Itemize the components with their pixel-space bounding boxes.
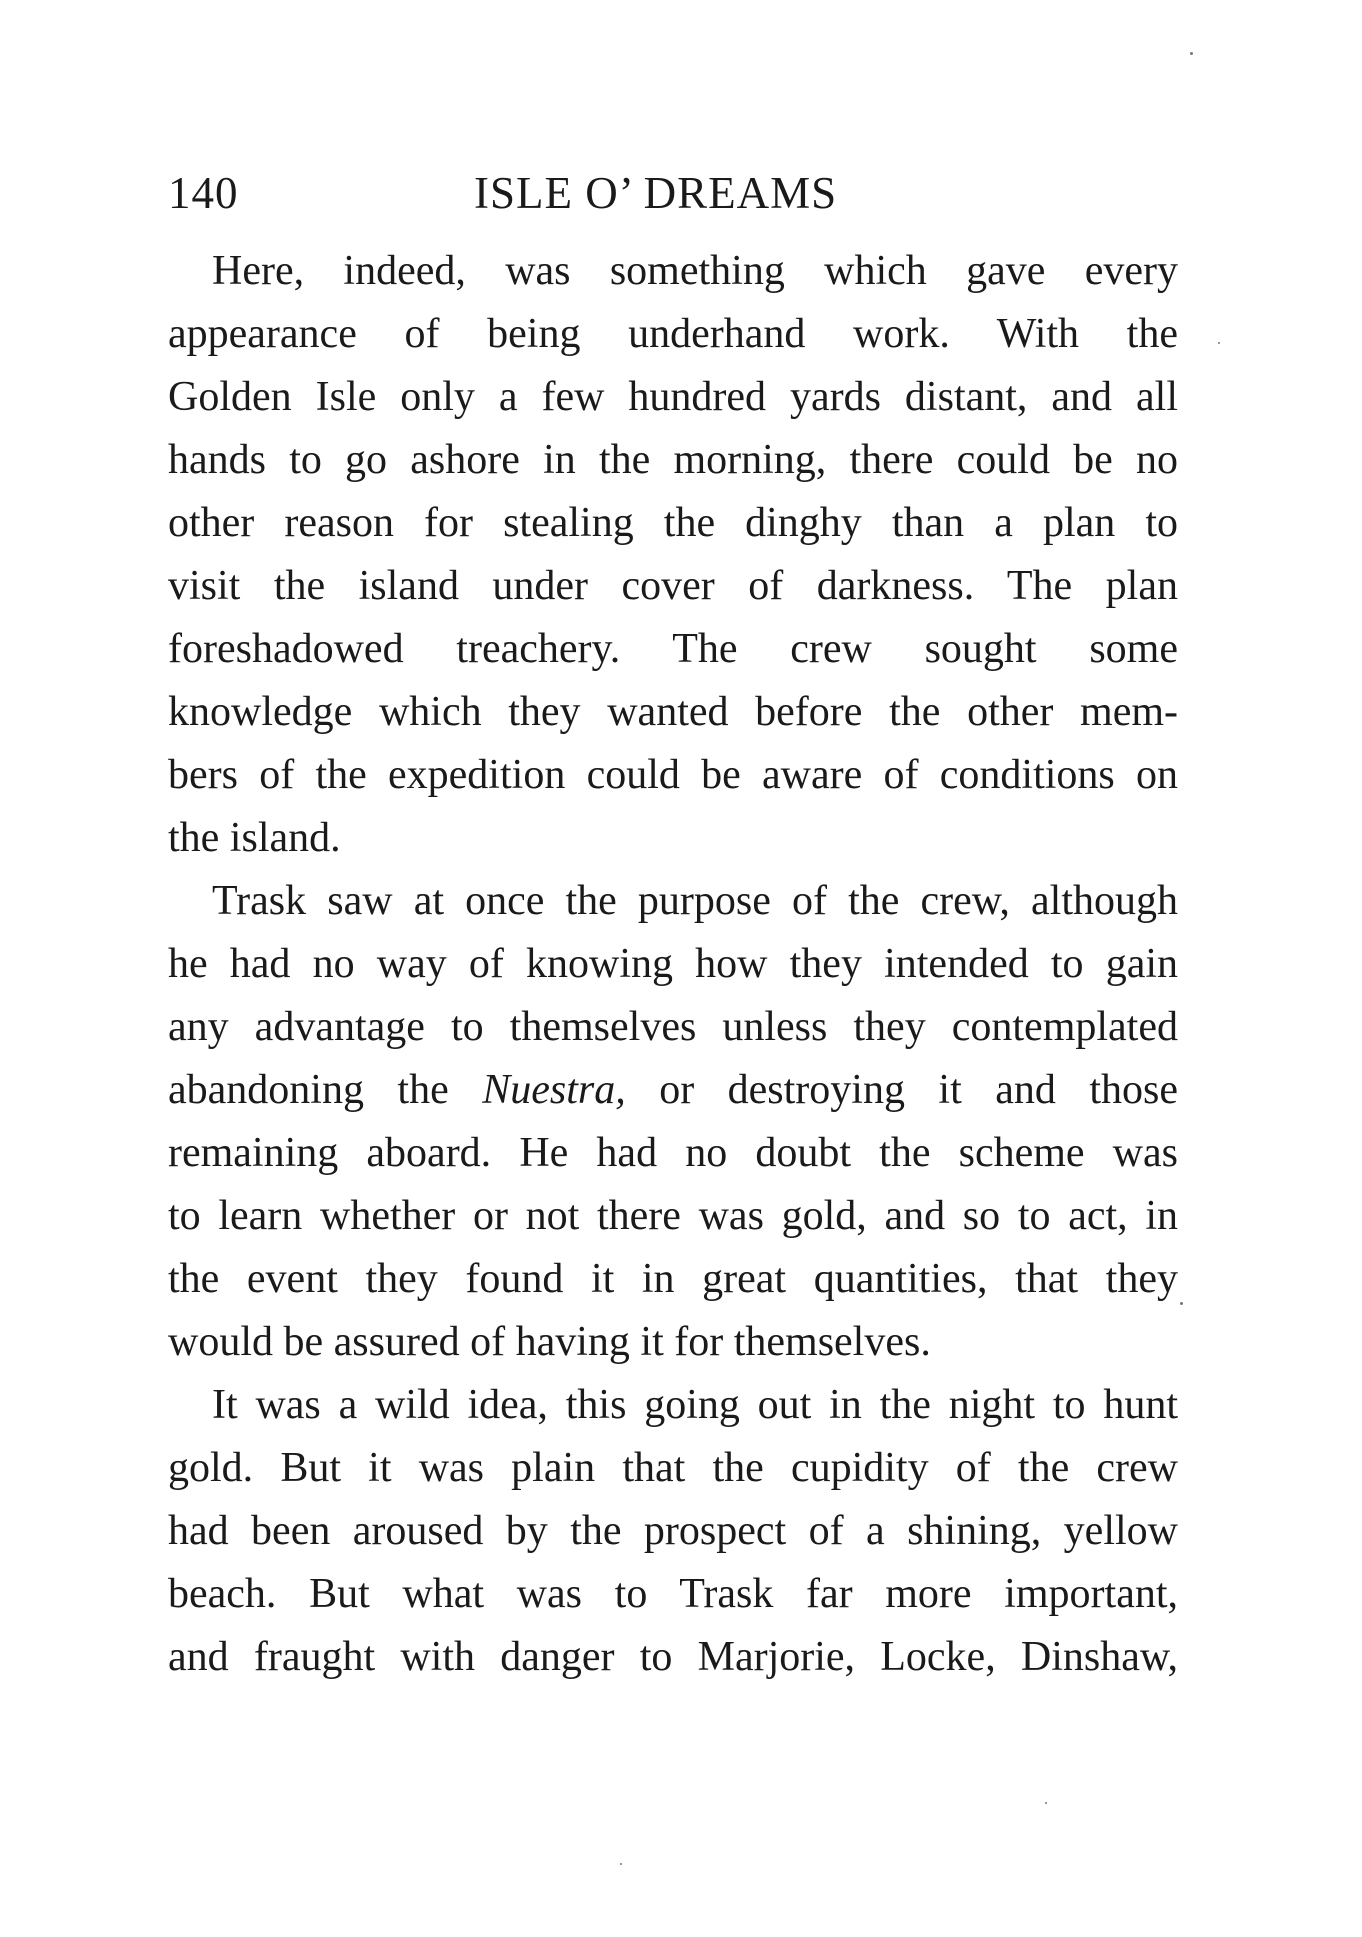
paragraph-1 [168, 240, 1178, 870]
text-line: Trask saw at once the purpose of the crew, although [212, 878, 1178, 924]
text-line: gold. But it was plain that the cupidity of the crew [168, 1445, 1178, 1491]
scan-speck [1045, 1802, 1047, 1804]
text-line: had been aroused by the prospect of a shining, yellow [168, 1508, 1178, 1554]
text-line-with-italic [168, 1059, 1178, 1122]
ship-name-italic: Nuestra, [482, 1067, 626, 1113]
text-line: Golden Isle only a few hundred yards distant, and all [168, 374, 1178, 420]
text-line: any advantage to themselves unless they contemplated [168, 1004, 1178, 1050]
scan-speck [620, 1863, 622, 1865]
text-line: other reason for stealing the dinghy than a plan to [168, 500, 1178, 546]
body-text [168, 240, 1178, 1689]
text-line: It was a wild idea, this going out in the night to hunt [212, 1382, 1178, 1428]
paragraph-2 [168, 870, 1178, 1374]
text-line: beach. But what was to Trask far more important, [168, 1571, 1178, 1617]
text-line: bers of the expedition could be aware of conditions on [168, 752, 1178, 798]
scan-speck [1218, 342, 1220, 344]
text-line: he had no way of knowing how they intended to gain [168, 941, 1178, 987]
text-line: remaining aboard. He had no doubt the scheme was [168, 1130, 1178, 1176]
text-line: would be assured of having it for themselves. [168, 1319, 931, 1365]
text-segment: or destroying it and those [625, 1067, 1178, 1113]
text-line: and fraught with danger to Marjorie, Locke, Dinshaw, [168, 1634, 1178, 1680]
text-line: foreshadowed treachery. The crew sought some [168, 626, 1178, 672]
text-line: Here, indeed, was something which gave every [212, 248, 1178, 294]
text-line: appearance of being underhand work. With the [168, 311, 1178, 357]
text-line: hands to go ashore in the morning, there could be no [168, 437, 1178, 483]
text-line: visit the island under cover of darkness. The plan [168, 563, 1178, 609]
text-line: knowledge which they wanted before the other mem- [168, 689, 1178, 735]
text-segment: abandoning the [168, 1067, 483, 1113]
text-line: the island. [168, 815, 341, 861]
text-line: the event they found it in great quantities, that they [168, 1256, 1178, 1302]
text-line: to learn whether or not there was gold, and so to act, in [168, 1193, 1178, 1239]
running-title: ISLE O’ DREAMS [474, 168, 838, 218]
paragraph-3 [168, 1374, 1178, 1689]
scan-speck [1190, 52, 1193, 55]
page-number: 140 [168, 168, 239, 218]
page-header [168, 163, 1178, 223]
scan-speck [1180, 1302, 1183, 1305]
